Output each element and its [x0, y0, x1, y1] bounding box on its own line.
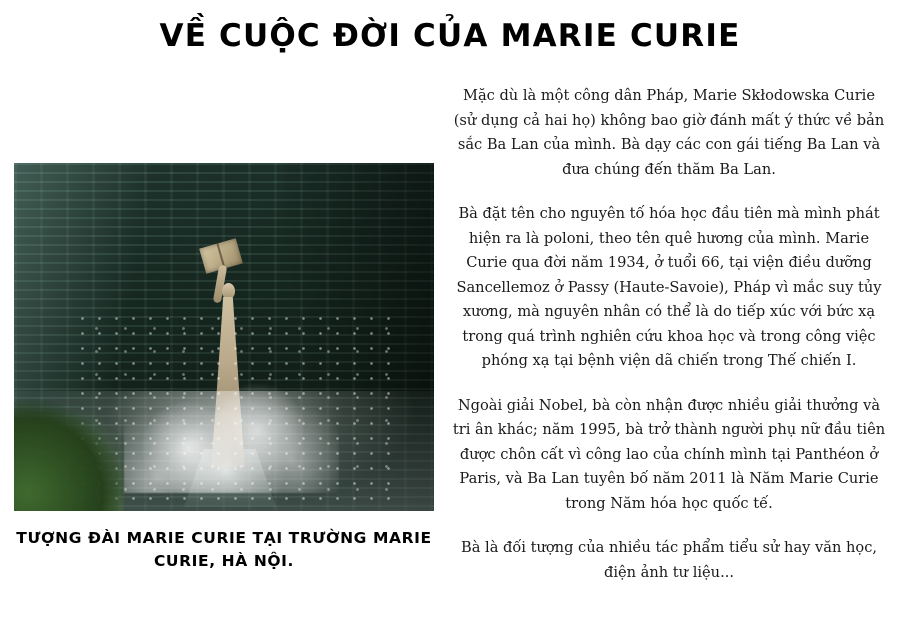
foliage [14, 397, 124, 511]
body-text-column [452, 84, 886, 585]
image-caption: TƯỢNG ĐÀI MARIE CURIE TẠI TRƯỜNG MARIE CURIE, HÀ NỘI. [16, 529, 432, 570]
page-title: VỀ CUỘC ĐỜI CỦA MARIE CURIE [159, 18, 741, 54]
body-paragraph: Ngoài giải Nobel, bà còn nhận được nhiều giải thưởng và tri ân khác; năm 1995, bà trở thành người phụ nữ đầu tiên được chôn cất vì công lao của chính mình tại Panthéon ở Paris, và Ba Lan tuyên bố năm 2011 là Năm Marie Curie trong Năm hóa học quốc tế. [452, 396, 886, 512]
statue-head [222, 283, 235, 299]
marie-curie-statue-photo [14, 163, 434, 511]
body-paragraph: Bà là đối tượng của nhiều tác phẩm tiểu sử hay văn học, điện ảnh tư liệu... [460, 539, 878, 581]
body-paragraph: Bà đặt tên cho nguyên tố hóa học đầu tiên mà mình phát hiện ra là poloni, theo tên quê hương của mình. Marie Curie qua đời năm 1934, ở tuổi 66, tại viện điều dưỡng Sancellemoz ở Passy (Haute-Savoie), Pháp vì mắc suy tủy xương, mà nguyên nhân có thể là do tiếp xúc với bức xạ trong quá trình nghiên cứu khoa học và trong công việc phóng xạ tại bệnh viện dã chiến trong Thế chiến I. [456, 205, 882, 369]
body-paragraph: Mặc dù là một công dân Pháp, Marie Skłodowska Curie (sử dụng cả hai họ) không bao giờ đánh mất ý thức về bản sắc Ba Lan của mình. Bà dạy các con gái tiếng Ba Lan và đưa chúng đến thăm Ba Lan. [453, 87, 885, 178]
image-column [14, 163, 434, 573]
